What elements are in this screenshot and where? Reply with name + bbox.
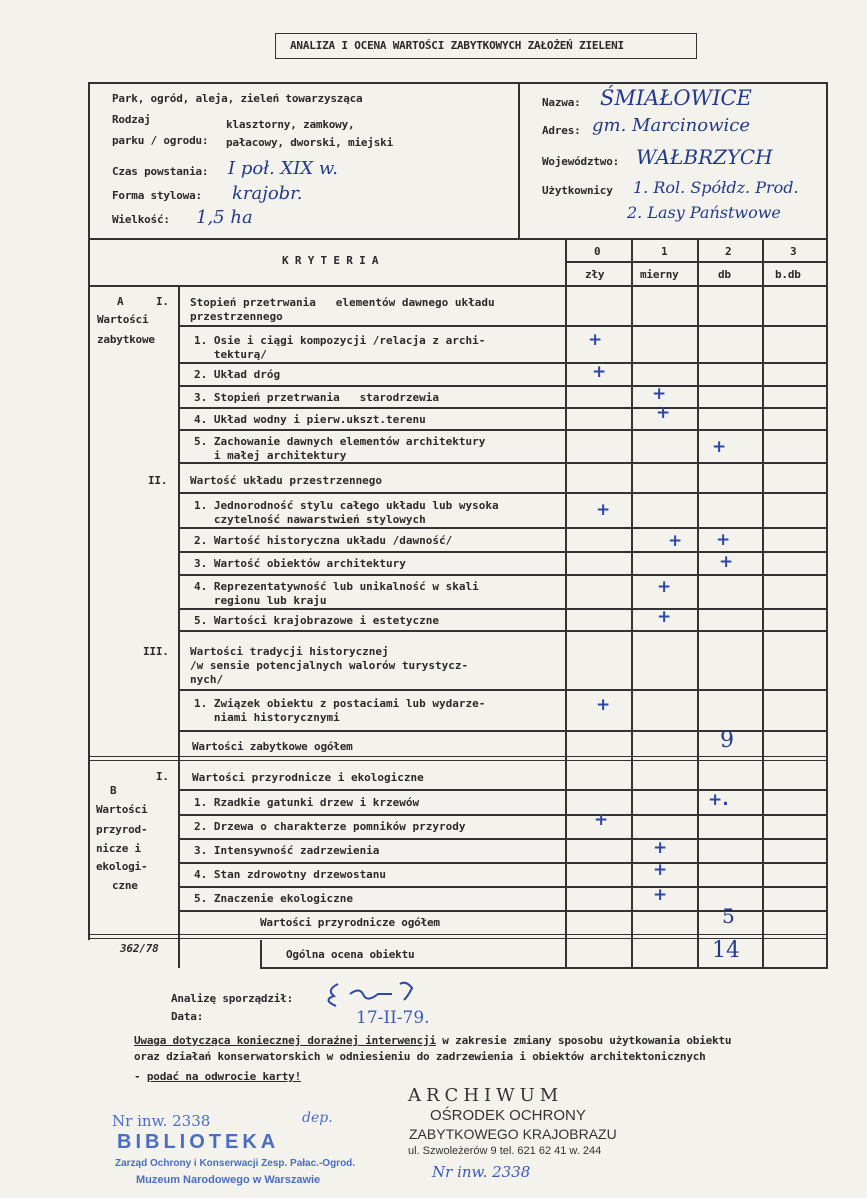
row-line	[178, 574, 828, 576]
nazwa-label: Nazwa:	[542, 96, 581, 109]
group-roman-3: III.	[143, 645, 169, 658]
score-label-0: zły	[585, 268, 605, 281]
uwaga-line2: oraz działań konserwatorskich w odniesieniu do zadrzewienia i obiektów architektonicznych	[134, 1050, 706, 1063]
mark-a2-5: +	[657, 607, 672, 627]
col-line-2	[697, 238, 699, 968]
row-line	[178, 689, 828, 691]
outer-top	[88, 82, 828, 84]
row-line	[178, 325, 828, 327]
col-line-3	[762, 238, 764, 968]
rodzaj-opts1: klasztorny, zamkowy,	[226, 118, 355, 131]
adres-label: Adres:	[542, 124, 581, 137]
score-label-1: mierny	[640, 268, 679, 281]
mark-b-4: +	[653, 860, 668, 880]
score-num-0: 0	[594, 245, 601, 258]
section-b-line2: przyrod-	[96, 823, 148, 836]
score-num-1: 1	[661, 245, 668, 258]
item-a2-4: 4. Reprezentatywność lub unikalność w skali regionu lub kraju	[194, 580, 479, 607]
section-b-title: Wartości przyrodnicze i ekologiczne	[192, 771, 424, 784]
uwaga-line1	[134, 1034, 731, 1047]
score-label-3: b.db	[775, 268, 801, 281]
score-num-3: 3	[790, 245, 797, 258]
section-b-letter: B	[110, 784, 117, 797]
item-b-5: 5. Znaczenie ekologiczne	[194, 892, 353, 905]
uwaga-line3	[134, 1070, 301, 1083]
uwaga-dash: -	[134, 1070, 147, 1083]
mark-a2-3: +	[719, 552, 734, 572]
mark-a1-2: +	[592, 362, 607, 382]
mark-b-1: +.	[708, 790, 729, 810]
page-title: ANALIZA I OCENA WARTOŚCI ZABYTKOWYCH ZAŁOŻEŃ ZIELENI	[290, 39, 624, 52]
row-line	[178, 492, 828, 494]
section-b-line5: czne	[112, 879, 138, 892]
woj-label: Województwo:	[542, 155, 620, 168]
czas-value: I poł. XIX w.	[228, 158, 338, 179]
park-label: Park, ogród, aleja, zieleń towarzysząca	[112, 92, 363, 105]
section-a-name2: zabytkowe	[97, 333, 155, 346]
col-line-4	[826, 238, 828, 968]
row-line	[178, 814, 828, 816]
biblioteka-line2: Zarząd Ochrony i Konserwacji Zesp. Pałac.-Ogrod.	[115, 1158, 356, 1169]
row-line	[178, 838, 828, 840]
biblioteka-title: BIBLIOTEKA	[117, 1131, 280, 1153]
row-line	[178, 789, 828, 791]
section-a-letter: A	[117, 295, 124, 308]
adres-value: gm. Marcinowice	[592, 115, 750, 136]
section-a-name1: Wartości	[97, 313, 149, 326]
mark-b-2: +	[594, 810, 609, 830]
woj-value: WAŁBRZYCH	[636, 145, 773, 169]
mark-a2-1: +	[596, 500, 611, 520]
group-roman-1: I.	[156, 295, 169, 308]
double-line-3	[88, 934, 828, 935]
doc-number: 362/78	[120, 942, 159, 955]
zabytkowe-total-label: Wartości zabytkowe ogółem	[192, 740, 353, 753]
group-title-3: Wartości tradycji historycznej /w sensie potencjalnych walorów turystycz- nych/	[190, 645, 469, 686]
archive-line3: ZABYTKOWEGO KRAJOBRAZU	[409, 1126, 617, 1142]
nazwa-value: ŚMIAŁOWICE	[600, 86, 752, 110]
mark-a1-5: +	[712, 437, 727, 457]
row-line	[178, 608, 828, 610]
section-b-line3: nicze i	[96, 842, 141, 855]
section-b-line1: Wartości	[96, 803, 148, 816]
row-line	[178, 385, 828, 387]
group-title-2: Wartość układu przestrzennego	[190, 474, 383, 487]
biblioteka-inv: Nr inw. 2338	[112, 1112, 211, 1130]
item-a1-4: 4. Układ wodny i pierw.ukszt.terenu	[194, 413, 426, 426]
ogolna-left	[260, 940, 262, 968]
signature	[320, 976, 450, 1010]
mark-a1-1: +	[588, 330, 603, 350]
biblioteka-line3: Muzeum Narodowego w Warszawie	[136, 1174, 321, 1186]
biblioteka-dep: dep.	[302, 1110, 333, 1126]
ogolna-bottom	[260, 967, 828, 969]
uzytk-value1: 1. Rol. Spółdz. Prod.	[633, 178, 799, 197]
score-num-2: 2	[725, 245, 732, 258]
double-line-1	[88, 756, 828, 757]
item-a3-1: 1. Związek obiektu z postaciami lub wydarze- niami historycznymi	[194, 697, 486, 724]
mark-a1-4: +	[656, 403, 671, 423]
archive-line4: ul. Szwoleżerów 9 tel. 621 62 41 w. 244	[408, 1145, 602, 1157]
col-line-0	[565, 238, 567, 968]
row-line	[178, 886, 828, 888]
group-roman-2: II.	[148, 474, 168, 487]
double-line-2	[88, 760, 828, 761]
archive-title: ARCHIWUM	[408, 1085, 564, 1106]
item-a2-3: 3. Wartość obiektów architektury	[194, 557, 406, 570]
uzytk-label: Użytkownicy	[542, 184, 613, 197]
mark-a2-2b: +	[716, 530, 731, 550]
ogolna-label: Ogólna ocena obiektu	[286, 948, 415, 961]
przyrodnicze-total-value: 5	[722, 904, 735, 928]
row-line	[178, 527, 828, 529]
row-line	[178, 630, 828, 632]
header-bottom	[88, 238, 828, 240]
outer-left	[88, 82, 90, 940]
forma-value: krajobr.	[232, 183, 303, 204]
section-b-roman: I.	[156, 770, 169, 783]
przyrodnicze-total-label: Wartości przyrodnicze ogółem	[260, 916, 440, 929]
kryteria-label: K R Y T E R I A	[282, 254, 379, 267]
row-line	[178, 862, 828, 864]
data-value: 17-II-79.	[356, 1008, 430, 1028]
rodzaj-opts2: pałacowy, dworski, miejski	[226, 136, 393, 149]
item-a2-2: 2. Wartość historyczna układu /dawność/	[194, 534, 453, 547]
outer-right	[826, 82, 828, 240]
uwaga-underlined: Uwaga dotycząca koniecznej doraźnej interwencji	[134, 1034, 436, 1047]
item-a1-5: 5. Zachowanie dawnych elementów architektury i małej architektury	[194, 435, 486, 462]
item-a2-1: 1. Jednorodność stylu całego układu lub wysoka czytelność nawarstwień stylowych	[194, 499, 499, 526]
row-line	[178, 429, 828, 431]
mark-b-5: +	[653, 885, 668, 905]
uzytk-value2: 2. Lasy Państwowe	[627, 203, 781, 222]
analiza-label: Analizę sporządził:	[171, 992, 294, 1005]
uwaga-underlined-2: podać na odwrocie karty!	[146, 1070, 302, 1083]
item-b-1: 1. Rzadkie gatunki drzew i krzewów	[194, 796, 420, 809]
item-b-4: 4. Stan zdrowotny drzewostanu	[194, 868, 387, 881]
wielkosc-label: Wielkość:	[112, 213, 170, 226]
uwaga-rest: w zakresie zmiany sposobu użytkowania obiektu	[435, 1034, 732, 1047]
ogolna-value: 14	[712, 938, 740, 963]
row-line	[178, 362, 828, 364]
zabytkowe-total-value: 9	[720, 728, 734, 753]
parku-label: parku / ogrodu:	[112, 134, 209, 147]
row-line	[178, 407, 828, 409]
mark-b-3: +	[653, 838, 668, 858]
item-a1-3: 3. Stopień przetrwania starodrzewia	[194, 391, 440, 404]
czas-label: Czas powstania:	[112, 165, 209, 178]
mark-a2-4: +	[657, 577, 672, 597]
wielkosc-value: 1,5 ha	[196, 207, 253, 228]
score-label-2: db	[718, 268, 731, 281]
item-a1-1: 1. Osie i ciągi kompozycji /relacja z archi- tekturą/	[194, 334, 486, 361]
data-label: Data:	[171, 1010, 204, 1023]
col-line-1	[631, 238, 633, 968]
kryteria-bottom	[88, 285, 828, 287]
mark-a2-2: +	[668, 531, 683, 551]
header-divider-v	[518, 82, 520, 240]
item-a1-2: 2. Układ dróg	[194, 368, 281, 381]
mark-a1-3: +	[652, 384, 667, 404]
forma-label: Forma stylowa:	[112, 189, 202, 202]
group-title-1: Stopień przetrwania elementów dawnego układu przestrzennego	[190, 296, 495, 323]
mark-a3-1: +	[596, 695, 611, 715]
item-b-2: 2. Drzewa o charakterze pomników przyrody	[194, 820, 466, 833]
archive-line2: OŚRODEK OCHRONY	[430, 1107, 586, 1124]
row-line	[178, 462, 828, 464]
item-a2-5: 5. Wartości krajobrazowe i estetyczne	[194, 614, 440, 627]
handwritten-inv: Nr inw. 2338	[432, 1163, 531, 1181]
rodzaj-label: Rodzaj	[112, 113, 151, 126]
section-b-line4: ekologi-	[96, 860, 148, 873]
item-b-3: 3. Intensywność zadrzewienia	[194, 844, 380, 857]
